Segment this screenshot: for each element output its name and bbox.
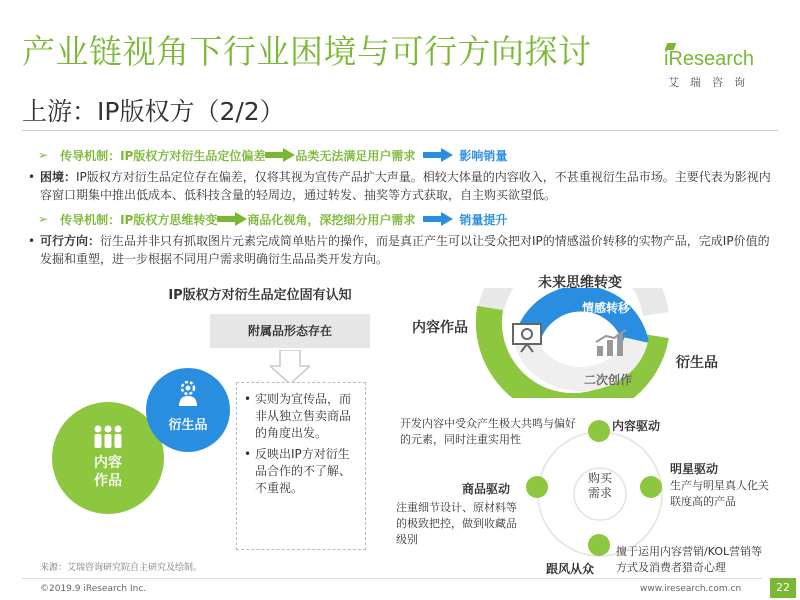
mechanism-1-step-2: 品类无法满足用户需求 — [295, 148, 416, 163]
logo-text: iResearch — [664, 48, 755, 70]
blue-arrow-icon — [423, 148, 453, 162]
people-group-icon — [92, 424, 124, 450]
green-arrow-icon — [217, 212, 247, 226]
presentation-board-icon — [510, 320, 544, 354]
star-driver-label: 明星驱动 — [670, 462, 719, 476]
content-driver-label: 内容驱动 — [612, 419, 661, 433]
mechanism-row-1 — [38, 146, 507, 164]
follow-driver-desc: 擅于运用内容营销/KOL营销等方式及消费者猎奇心理 — [616, 545, 763, 574]
bullet-dilemma-heading: 困境： — [40, 170, 77, 184]
mindset-shift-arcs — [468, 288, 678, 398]
bullet-dilemma — [28, 168, 775, 204]
page-subtitle: 上游：IP版权方（2/2） — [22, 97, 285, 126]
misconception-description-box — [236, 382, 366, 550]
source-note: 来源：艾瑞咨询研究院自主研究及绘制。 — [40, 563, 203, 573]
bullet-feasible-text: 衍生品并非只有抓取图片元素完成简单贴片的操作，而是真正产生可以让受众把对IP的情感溢价转移的实物产品，完成IP价值的发掘和重塑，进一步根据不同用户需求明确衍生品品类开发方向。 — [40, 234, 770, 266]
chevron-right-icon: ➢ — [38, 148, 49, 162]
content-driver-desc: 开发内容中受众产生极大共鸣与偏好的元素，同时注重实用性 — [400, 417, 576, 446]
follow-driver-label: 跟风从众 — [546, 562, 595, 576]
iresearch-logo — [664, 48, 764, 92]
purchase-demand-center — [583, 471, 617, 501]
header-divider — [22, 130, 778, 131]
page-title: 产业链视角下行业困境与可行方向探讨 — [22, 32, 592, 71]
purchase-demand-line: 需求 — [587, 486, 612, 500]
derivative-circle — [146, 368, 230, 452]
content-work-label-line: 内容 — [94, 455, 122, 471]
mechanism-2-label: 传导机制：IP版权方思维转变 — [60, 212, 218, 227]
mechanism-1-label: 传导机制：IP版权方对衍生品定位偏差 — [60, 148, 266, 163]
logo-subtext: 艾瑞咨询 — [668, 76, 756, 89]
chevron-right-icon: ➢ — [38, 212, 49, 226]
product-driver-label: 商品驱动 — [462, 482, 511, 496]
website-url: www.iresearch.com.cn — [640, 584, 742, 594]
mechanism-2-step-2: 商品化视角，深挖细分用户需求 — [247, 212, 416, 227]
follow-driver-node-icon — [588, 534, 610, 556]
mechanism-2-step-3: 销量提升 — [459, 212, 508, 227]
star-driver-desc: 生产与明星真人化关联度高的产品 — [670, 479, 769, 508]
green-arrow-icon — [265, 148, 295, 162]
misconception-point: • 实则为宣传品，而非从独立售卖商品的角度出发。 — [255, 391, 359, 442]
copyright: ©2019.9 iResearch Inc. — [40, 584, 147, 594]
derivative-label: 衍生品 — [676, 355, 718, 371]
star-driver-node-icon — [640, 476, 662, 498]
bullet-feasible-heading: 可行方向： — [40, 234, 101, 248]
bullet-dot: • — [28, 170, 36, 184]
page-number: 22 — [770, 578, 796, 598]
misconception-point: • 反映出IP方对衍生品合作的不了解、不重视。 — [255, 446, 359, 497]
accessory-form-box: 附属品形态存在 — [210, 314, 370, 348]
derivative-label: 衍生品 — [168, 418, 208, 433]
content-work-label-line: 作品 — [94, 473, 122, 489]
footer-divider — [22, 578, 762, 579]
bullet-dot: • — [28, 234, 36, 248]
down-arrow-icon — [270, 350, 310, 384]
product-driver-desc: 注重细节设计、原材料等的极致把控，做到收藏品级别 — [396, 501, 517, 546]
mechanism-1-step-3: 影响销量 — [459, 148, 508, 163]
product-driver-node-icon — [526, 476, 548, 498]
secondary-creation-label: 二次创作 — [584, 373, 633, 387]
content-driver-node-icon — [588, 420, 610, 442]
left-diagram-title: IP版权方对衍生品定位固有认知 — [168, 288, 352, 303]
emotion-transfer-label: 情感转移 — [582, 301, 631, 315]
right-diagram-title: 未来思维转变 — [538, 275, 622, 291]
growth-chart-icon — [594, 328, 628, 358]
bullet-dilemma-text: IP版权方对衍生品定位存在偏差，仅将其视为宣传产品扩大声量。相较大体量的内容收入，不甚重视衍生品市场。主要代表为影视内容窗口期集中推出低成本、低科技含量的轻周边，通过转发、抽奖等方式获取，自主购买欲望低。 — [40, 170, 771, 202]
purchase-demand-line: 购买 — [587, 471, 612, 485]
bullet-feasible-direction — [28, 232, 775, 268]
blue-arrow-icon — [423, 212, 453, 226]
person-gear-icon — [177, 380, 199, 406]
content-work-label: 内容作品 — [412, 320, 468, 336]
mechanism-row-2 — [38, 210, 507, 228]
